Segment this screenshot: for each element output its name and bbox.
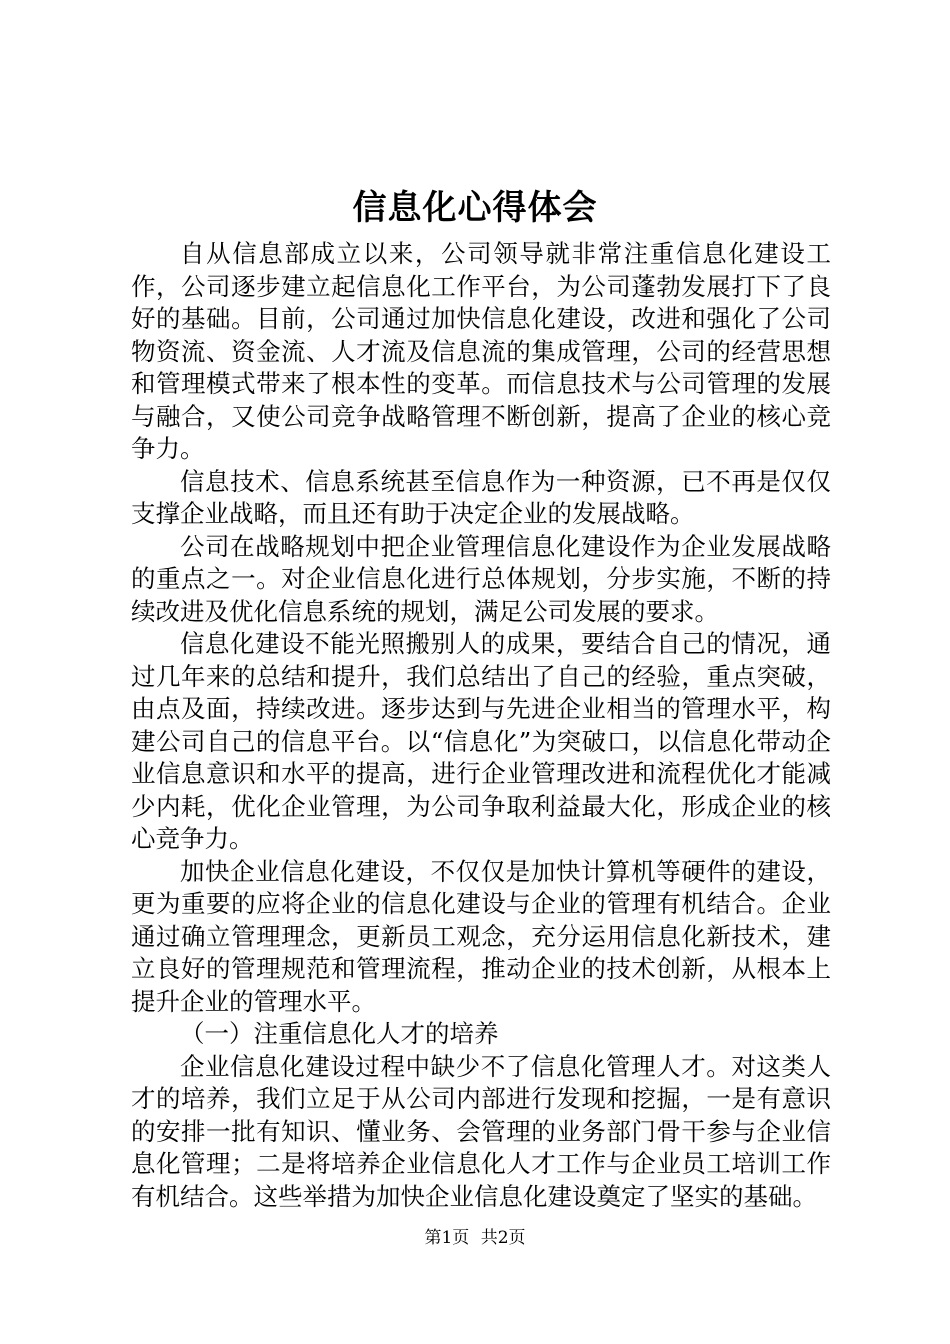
paragraph: 企业信息化建设过程中缺少不了信息化管理人才。对这类人才的培养，我们立足于从公司内部进行发现和挖掘，一是有意识的安排一批有知识、懂业务、会管理的业务部门骨干参与企业信息化管理；二是将培养企业信息化人才工作与企业员工培训工作有机结合。这些举措为加快企业信息化建设奠定了坚实的基础。	[131, 1051, 831, 1211]
paragraph: 加快企业信息化建设，不仅仅是加快计算机等硬件的建设，更为重要的应将企业的信息化建设与企业的管理有机结合。企业通过确立管理理念，更新员工观念，充分运用信息化新技术，建立良好的管理规范和管理流程，推动企业的技术创新，从根本上提升企业的管理水平。	[131, 856, 831, 1016]
paragraph: 自从信息部成立以来，公司领导就非常注重信息化建设工作，公司逐步建立起信息化工作平台，为公司蓬勃发展打下了良好的基础。目前，公司通过加快信息化建设，改进和强化了公司物资流、资金流、人才流及信息流的集成管理，公司的经营思想和管理模式带来了根本性的变革。而信息技术与公司管理的发展与融合，又使公司竞争战略管理不断创新，提高了企业的核心竞争力。	[131, 239, 831, 463]
paragraph: 公司在战略规划中把企业管理信息化建设作为企业发展战略的重点之一。对企业信息化进行总体规划，分步实施，不断的持续改进及优化信息系统的规划，满足公司发展的要求。	[131, 531, 831, 626]
paragraph: 信息技术、信息系统甚至信息作为一种资源，已不再是仅仅支撑企业战略，而且还有助于决定企业的发展战略。	[131, 466, 831, 528]
page-number: 第1页	[424, 1228, 470, 1248]
section-heading: （一）注重信息化人才的培养	[180, 1019, 499, 1048]
paragraph: 信息化建设不能光照搬别人的成果，要结合自己的情况，通过几年来的总结和提升，我们总结出了自己的经验，重点突破，由点及面，持续改进。逐步达到与先进企业相当的管理水平，构建公司自己的信息平台。以“信息化”为突破口，以信息化带动企业信息意识和水平的提高，进行企业管理改进和流程优化才能减少内耗，优化企业管理，为公司争取利益最大化，形成企业的核心竞争力。	[131, 629, 831, 853]
page-total: 共2页	[480, 1228, 526, 1248]
document-body	[131, 238, 831, 1213]
page-footer	[0, 1226, 950, 1250]
document-title: 信息化心得体会	[352, 188, 598, 228]
